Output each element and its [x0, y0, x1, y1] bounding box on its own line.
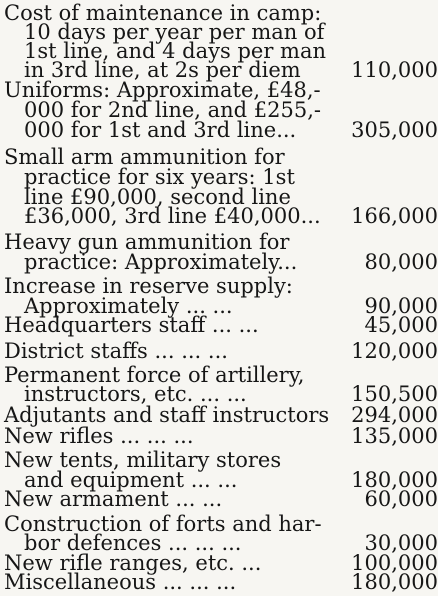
item-amount: 100,000 — [351, 551, 438, 575]
item-text: 10 days per year per man of — [24, 20, 325, 44]
item-amount: 166,000 — [351, 204, 438, 228]
item-text: practice: Approximately... — [24, 250, 298, 274]
item-amount: 110,000 — [351, 58, 438, 82]
item-text: instructors, etc. ... ... — [24, 382, 247, 406]
item-text: in 3rd line, at 2s per diem — [24, 58, 301, 82]
item-text: Uniforms: Approximate, £48,- — [4, 78, 321, 102]
item-text: New rifle ranges, etc. ... — [4, 551, 262, 575]
item-text: New rifles ... ... ... — [4, 424, 194, 448]
item-text: Cost of maintenance in camp: — [4, 1, 322, 25]
item-text: Permanent force of artillery, — [4, 363, 305, 387]
item-text: 000 for 1st and 3rd line... — [24, 118, 297, 142]
item-text: practice for six years: 1st — [24, 165, 295, 189]
item-text: Approximately ... ... — [24, 294, 233, 318]
item-text: 1st line, and 4 days per man — [24, 39, 327, 63]
item-text: New armament ... ... — [4, 487, 223, 511]
item-text: Heavy gun ammunition for — [4, 230, 290, 254]
item-text: line £90,000, second line — [24, 185, 291, 209]
item-text: Adjutants and staff instructors — [4, 403, 330, 427]
item-text: Increase in reserve supply: — [4, 274, 293, 298]
item-amount: 180,000 — [351, 468, 438, 492]
item-text: £36,000, 3rd line £40,000... — [24, 204, 321, 228]
item-amount: 80,000 — [364, 250, 438, 274]
item-amount: 120,000 — [351, 339, 438, 363]
item-amount: 60,000 — [364, 487, 438, 511]
item-amount: 150,500 — [351, 382, 438, 406]
item-text: Headquarters staff ... ... — [4, 313, 259, 337]
item-text: 000 for 2nd line, and £255,- — [24, 98, 322, 122]
item-text: New tents, military stores — [4, 448, 282, 472]
item-amount: 90,000 — [364, 294, 438, 318]
item-text: Small arm ammunition for — [4, 145, 285, 169]
item-amount: 30,000 — [364, 531, 438, 555]
item-amount: 180,000 — [351, 570, 438, 594]
item-text: District staffs ... ... ... — [4, 339, 228, 363]
item-text: bor defences ... ... ... — [24, 531, 242, 555]
item-text: and equipment ... ... — [24, 468, 238, 492]
item-text: Miscellaneous ... ... ... — [4, 570, 237, 594]
item-text: Construction of forts and har- — [4, 512, 322, 536]
item-amount: 45,000 — [364, 313, 438, 337]
item-amount: 305,000 — [351, 118, 438, 142]
item-amount: 135,000 — [351, 424, 438, 448]
item-amount: 294,000 — [351, 403, 438, 427]
